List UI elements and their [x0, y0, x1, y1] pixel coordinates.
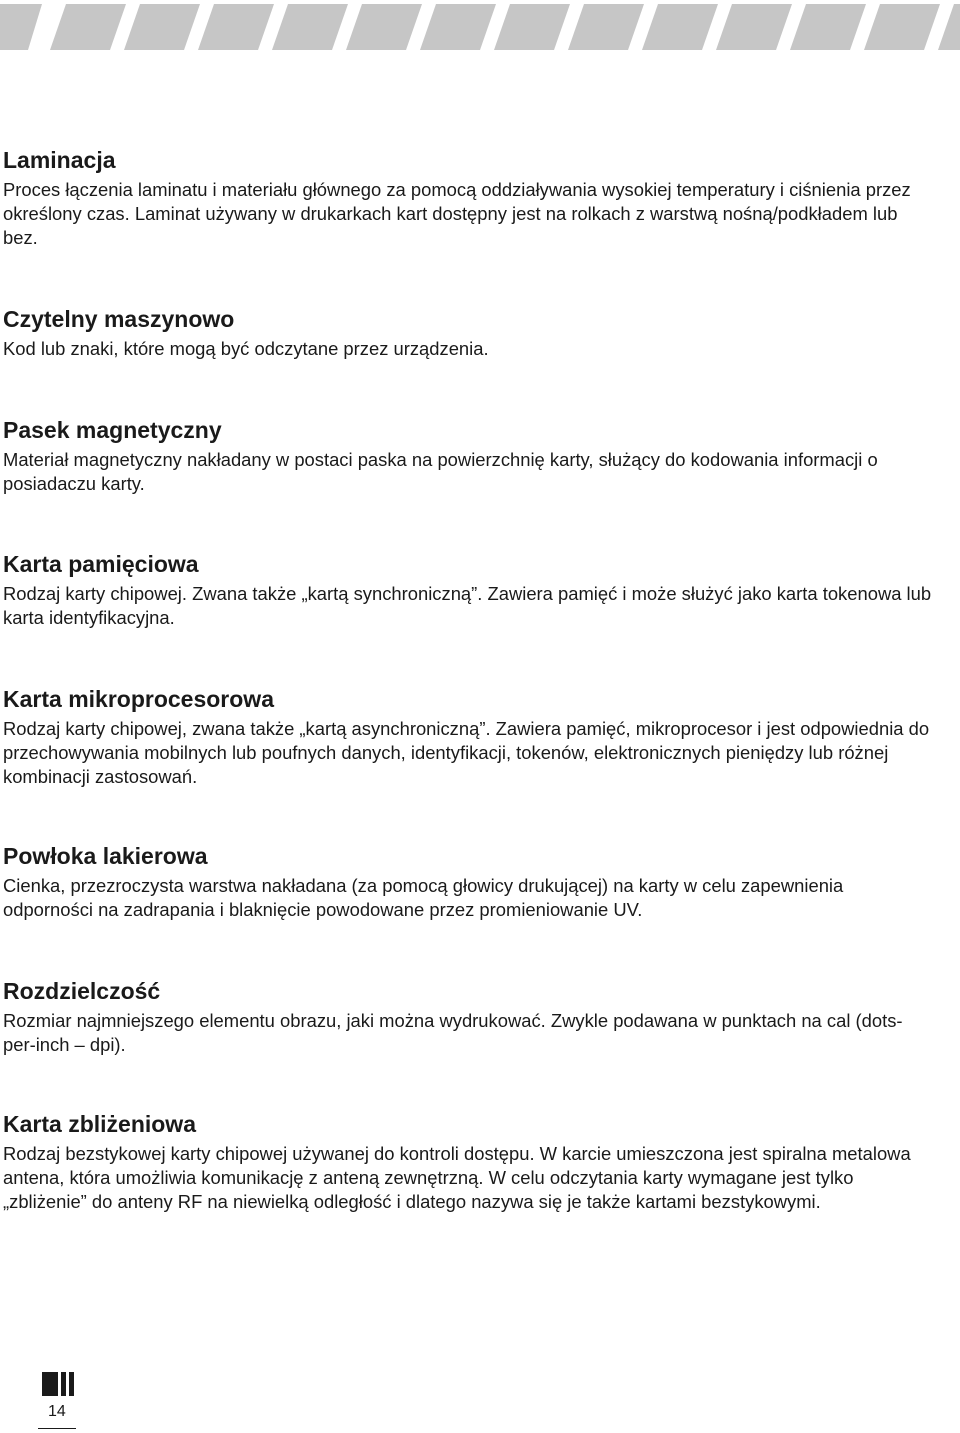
glossary-entry-karta-mikroprocesorowa	[3, 685, 933, 789]
entry-title: Rozdzielczość	[3, 978, 161, 1004]
banner-stripe	[124, 4, 200, 50]
entry-body: Rodzaj bezstykowej karty chipowej używanej do kontroli dostępu. W karcie umieszczona jest spiralna metalowa antena, która umożliwia komunikację z anteną zewnętrzną. W celu odczytania karty wymagane jest tylko „zbliżenie” do anteny RF na niewielką odległość i dlatego nazywa się je także kartami bezstykowymi.	[3, 1143, 911, 1212]
glossary-entry-laminacja	[3, 146, 933, 250]
banner-stripe	[0, 4, 42, 50]
glossary-entry-pasek-magnetyczny	[3, 416, 933, 496]
entry-title: Karta pamięciowa	[3, 551, 199, 577]
decorative-stripe-banner	[0, 0, 960, 54]
banner-stripe	[568, 4, 644, 50]
entry-body: Rozmiar najmniejszego elementu obrazu, jaki można wydrukować. Zwykle podawana w punktach na cal (dots-per-inch – dpi).	[3, 1010, 903, 1055]
entry-title: Karta mikroprocesorowa	[3, 686, 274, 712]
banner-stripe	[938, 4, 960, 50]
glossary-entry-powloka-lakierowa	[3, 842, 933, 922]
page-number-underline	[38, 1428, 76, 1429]
banner-stripe	[50, 4, 126, 50]
glossary-entry-karta-pamieciowa	[3, 550, 933, 630]
banner-stripe	[864, 4, 940, 50]
entry-title: Laminacja	[3, 147, 116, 173]
banner-stripe	[198, 4, 274, 50]
glossary-entry-rozdzielczosc	[3, 977, 933, 1057]
entry-body: Cienka, przezroczysta warstwa nakładana (za pomocą głowicy drukującej) na karty w celu zapewnienia odporności na zadrapania i blaknięcie powodowane przez promieniowanie UV.	[3, 875, 844, 920]
banner-stripe	[494, 4, 570, 50]
entry-body: Proces łączenia laminatu i materiału głównego za pomocą oddziaływania wysokiej temperatury i ciśnienia przez określony czas. Laminat używany w drukarkach kart dostępny jest na rolkach z warstwą nośną/podkładem lub bez.	[3, 179, 911, 248]
entry-title: Czytelny maszynowo	[3, 306, 235, 332]
entry-title: Karta zbliżeniowa	[3, 1111, 196, 1137]
banner-stripe	[642, 4, 718, 50]
page-number: 14	[48, 1403, 66, 1420]
entry-body: Rodzaj karty chipowej. Zwana także „kartą synchroniczną”. Zawiera pamięć i może służyć jako karta tokenowa lub karta identyfikacyjna.	[3, 583, 932, 628]
entry-body: Rodzaj karty chipowej, zwana także „kartą asynchroniczną”. Zawiera pamięć, mikroprocesor i jest odpowiednia do przechowywania mobilnych lub poufnych danych, identyfikacji, tokenów, elektronicznych pieniędzy lub różnej kombinacji zastosowań.	[3, 718, 930, 787]
banner-stripe	[346, 4, 422, 50]
glossary-entry-karta-zblizeniowa	[3, 1110, 933, 1214]
glossary-entry-czytelny-maszynowo	[3, 305, 933, 361]
banner-stripe	[716, 4, 792, 50]
banner-stripe	[420, 4, 496, 50]
entry-title: Pasek magnetyczny	[3, 417, 222, 443]
banner-stripe	[790, 4, 866, 50]
entry-body: Kod lub znaki, które mogą być odczytane przez urządzenia.	[3, 338, 489, 359]
footer-logo-mark-icon	[40, 1372, 76, 1396]
entry-title: Powłoka lakierowa	[3, 843, 208, 869]
banner-stripe	[272, 4, 348, 50]
entry-body: Materiał magnetyczny nakładany w postaci paska na powierzchnię karty, służący do kodowania informacji o posiadaczu karty.	[3, 449, 878, 494]
